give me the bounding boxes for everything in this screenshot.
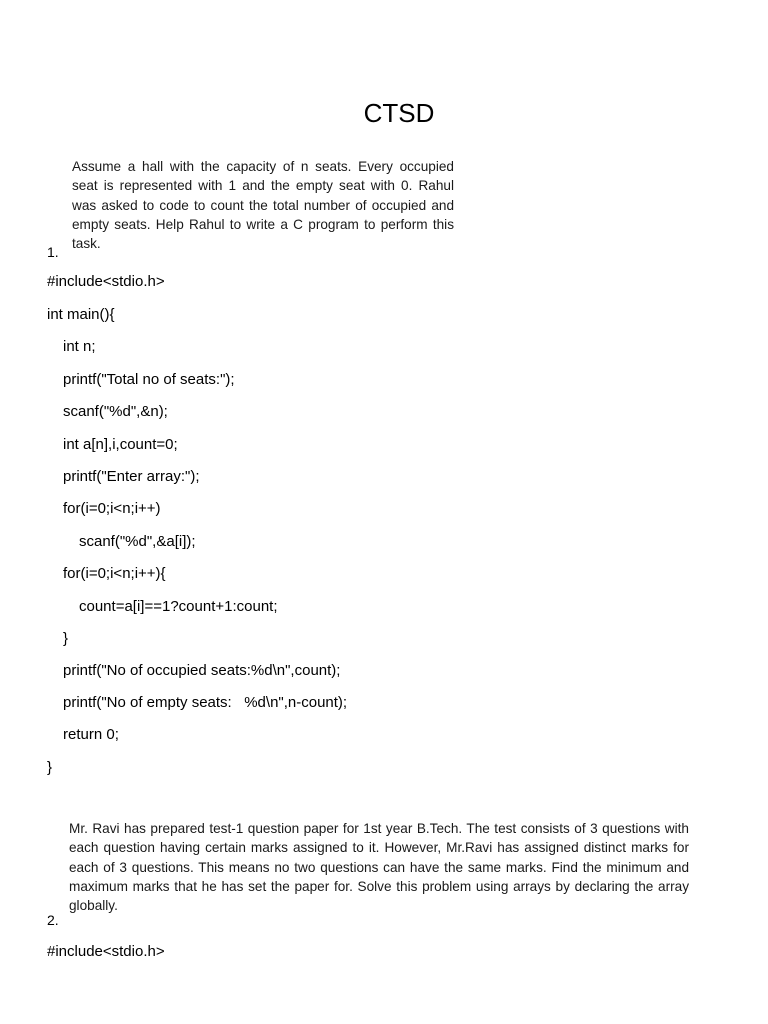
code-line: printf("No of occupied seats:%d\n",count); (63, 662, 341, 679)
code-line: printf("Total no of seats:"); (63, 371, 235, 388)
code-line: for(i=0;i<n;i++) (63, 500, 161, 517)
code-line: int a[n],i,count=0; (63, 436, 178, 453)
code-line: return 0; (63, 726, 119, 743)
question-2-text: Mr. Ravi has prepared test-1 question paper for 1st year B.Tech. The test consists of 3 questions with each question having certain marks assigned to it. However, Mr.Ravi has assigned distinct marks for each of 3 questions. This means no two questions can have the same marks. Find the minimum and maximum marks that he has set the paper for. Solve this problem using arrays by declaring the array globally. (69, 821, 689, 914)
code-line: scanf("%d",&a[i]); (79, 533, 196, 550)
code-line: printf("No of empty seats: %d\n",n-count); (63, 694, 348, 711)
question-2-number: 2. (47, 912, 59, 928)
question-1-number: 1. (47, 244, 59, 260)
code-line: int main(){ (47, 306, 115, 323)
code-line: #include<stdio.h> (47, 943, 165, 960)
code-line: int n; (63, 338, 96, 355)
code-line: } (47, 759, 53, 776)
code-line: scanf("%d",&n); (63, 403, 168, 420)
code-line: } (63, 630, 69, 647)
code-line: printf("Enter array:"); (63, 468, 200, 485)
page-title: CTSD (363, 98, 435, 128)
code-line: for(i=0;i<n;i++){ (63, 565, 166, 582)
code-line: #include<stdio.h> (47, 273, 165, 290)
code-line: count=a[i]==1?count+1:count; (79, 598, 278, 615)
question-1-text: Assume a hall with the capacity of n seats. Every occupied seat is represented with 1 and the empty seat with 0. Rahul was asked to code to count the total number of occupied and empty seats. Help Rahul to write a C program to perform this task. (72, 159, 454, 252)
